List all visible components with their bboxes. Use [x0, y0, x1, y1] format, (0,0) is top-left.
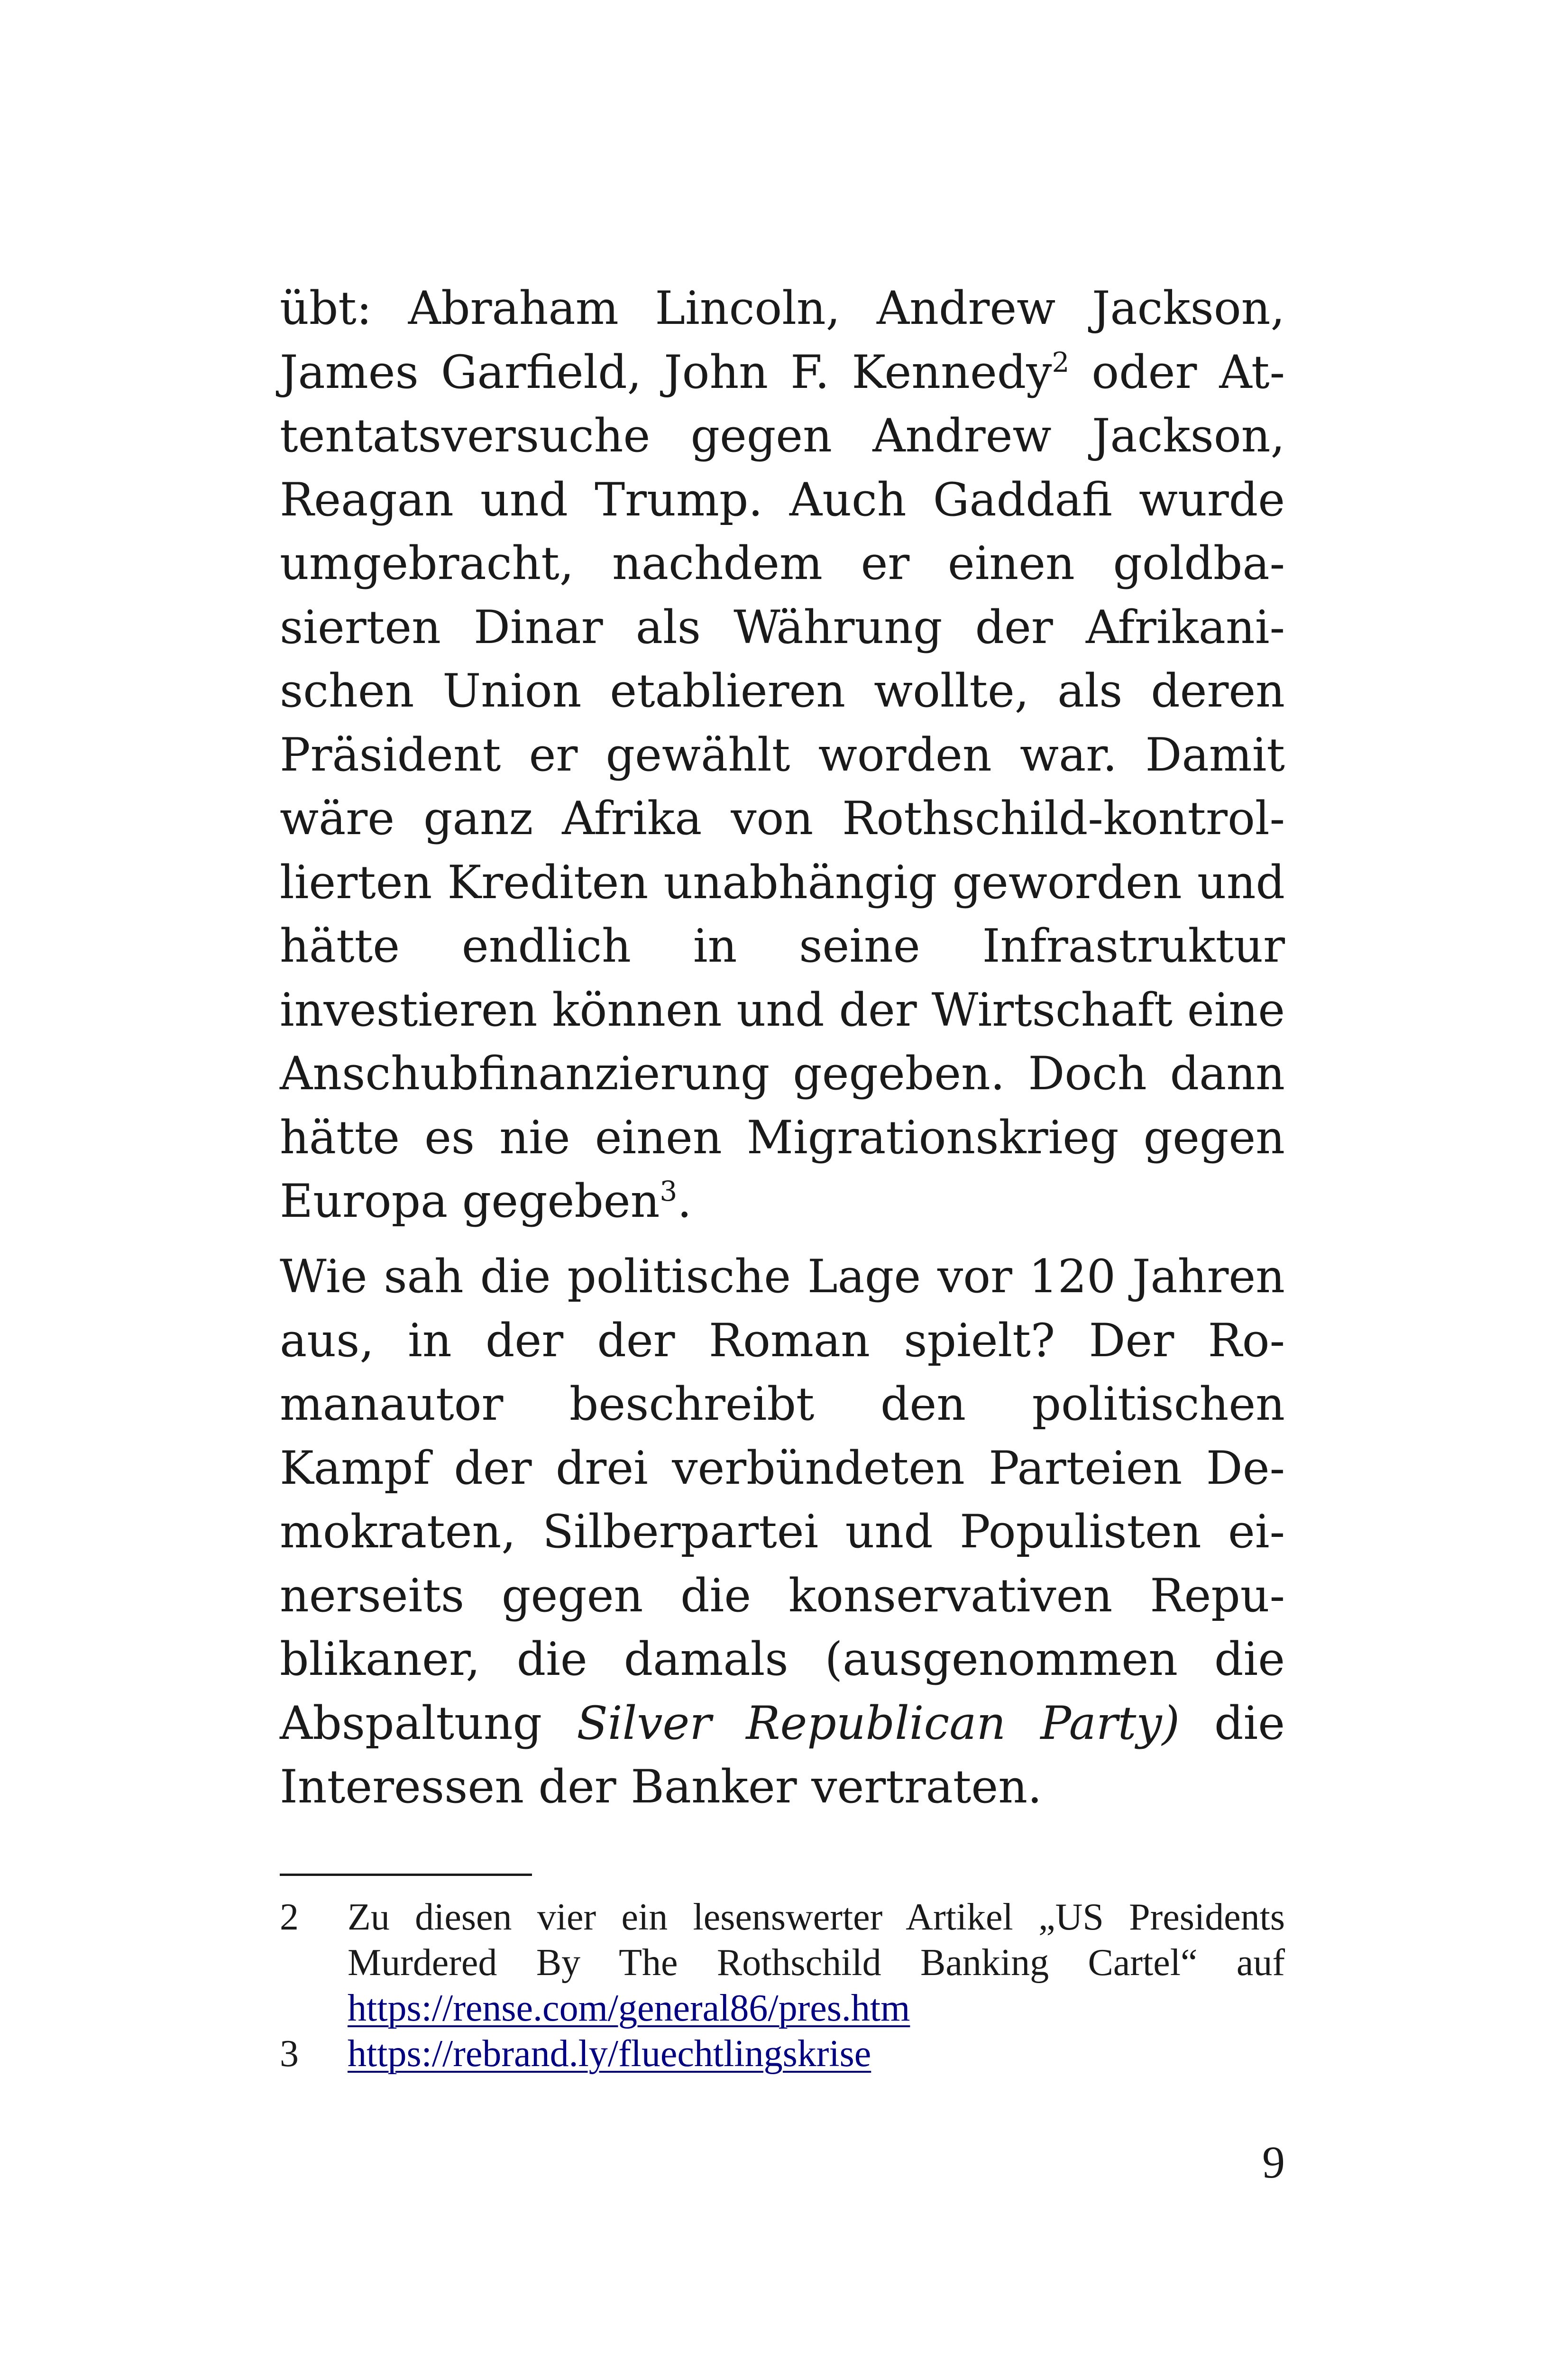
footnote-3-number: 3 — [280, 2033, 299, 2075]
paragraph-1-text-end: . — [677, 1175, 692, 1228]
footnote-ref-2[interactable]: 2 — [1052, 346, 1070, 378]
body-paragraph-2 — [280, 1245, 1285, 1819]
paragraph-1-text-start: übt: Abraham Lincoln, Andrew Jackson, James Garfield, John F. Kennedy — [280, 282, 1285, 399]
footnote-ref-3[interactable]: 3 — [660, 1175, 678, 1207]
paragraph-2-italic-party-name: Silver Republican Party) — [577, 1696, 1180, 1750]
footnote-2-body — [348, 1894, 1285, 2031]
footnote-3-link[interactable]: https://rebrand.ly/fluechtlingskrise — [348, 2033, 871, 2075]
footnote-separator — [280, 1874, 532, 1876]
footnote-2-text: Zu diesen vier ein lesenswerter Artikel „US Presidents Murdered By The Rothschild Banking Cartel“ auf — [348, 1896, 1285, 1984]
paragraph-2-text-start: Wie sah die politische Lage vor 120 Jahren aus, in der der Roman spielt? Der Romanautor beschreibt den politischen Kampf der drei verbündeten Parteien Demokraten, Silberpartei und Populisten einerseits gegen die konservativen Republikaner, die damals (ausgenommen die Abspaltung — [280, 1250, 1285, 1750]
footnote-2-link[interactable]: https://rense.com/general86/pres.htm — [348, 1987, 910, 2029]
paragraph-2-text-end: die Interessen der Banker vertraten. — [280, 1696, 1285, 1813]
page-number: 9 — [1262, 2137, 1285, 2187]
paragraph-1-text-middle: oder Attentatsversuche gegen Andrew Jackson, Reagan und Trump. Auch Gaddafi wurde umgebracht, nachdem er einen goldbasierten Dinar als Währung der Afrikanischen Union etablieren wollte, als deren Präsident er gewählt worden war. Damit wäre ganz Afrika von Rothschild-kontrollierten Krediten unabhängig geworden und hätte endlich in seine Infrastruktur investieren können und der Wirtschaft eine Anschubfinanzierung gegeben. Doch dann hätte es nie einen Migrationskrieg gegen Europa gegeben — [280, 345, 1285, 1228]
footnote-2-number: 2 — [280, 1896, 299, 1938]
footnote-2 — [280, 1894, 1285, 2031]
footnote-3-body — [348, 2031, 1285, 2077]
footnote-3 — [280, 2031, 1285, 2077]
body-paragraph-1 — [280, 276, 1285, 1233]
